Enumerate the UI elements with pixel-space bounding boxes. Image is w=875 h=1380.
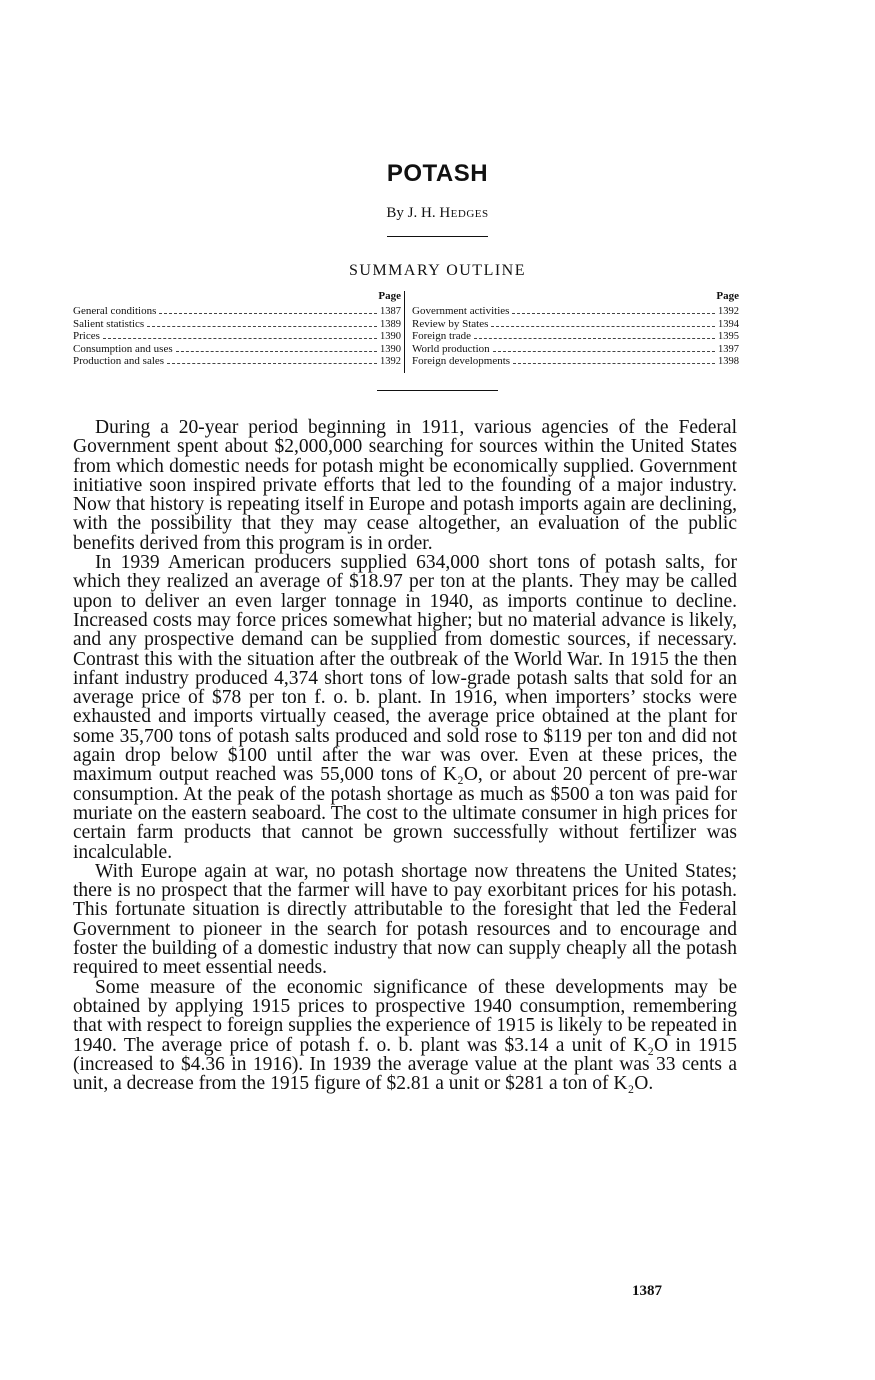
paragraph: During a 20-year period beginning in 1911, various agencies of the Federal Government spent about $2,000,000 searching for sources within the United States from which domestic needs for potash might be economically supplied. Government initiative soon inspired private efforts that led to the founding of a major industry. Now that history is repeating itself in Europe and potash imports again are declining, with the possibility that they may cease altogether, an evaluation of the public benefits derived from this program is in order. bbox=[73, 417, 737, 554]
outline-entry bbox=[73, 330, 401, 343]
outline-entry-label: World production bbox=[412, 342, 490, 355]
summary-outline-heading: SUMMARY OUTLINE bbox=[348, 262, 527, 279]
leader-dots bbox=[167, 355, 377, 364]
leader-dots bbox=[491, 318, 715, 327]
outline-entry-page: 1392 bbox=[380, 356, 401, 368]
page-title: POTASH bbox=[386, 160, 489, 187]
paragraph: With Europe again at war, no potash shortage now threatens the United States; there is no prospect that the farmer will have to pay exorbitant prices for his potash. This fortunate situation is directly attributable to the foresight that led the Federal Government to pioneer in the search for potash resources and to encourage and foster the building of a domestic industry that now can supply cheaply all the potash required to meet essential needs. bbox=[73, 860, 737, 979]
leader-dots bbox=[103, 330, 377, 339]
byline-divider bbox=[387, 236, 488, 237]
outline-entry-page: 1397 bbox=[718, 343, 739, 355]
outline-entry-label: Foreign trade bbox=[412, 330, 471, 343]
outline-entry-page: 1398 bbox=[718, 356, 739, 368]
page-column-label: Page bbox=[716, 290, 739, 302]
paragraph: In 1939 American producers supplied 634,000 short tons of potash salts, for which they realized an average of $18.97 per ton at the plants. They may be called upon to deliver an even larger tonnage in 1940, as imports continue to decline. Increased costs may force prices somewhat higher; but no material advance is likely, and any prospective demand can be supplied from domestic sources, if necessary. Contrast this with the situation after the outbreak of the World War. In 1915 the then infant industry produced 4,374 short tons of low-grade potash salts that sold for an average price of $78 per ton f. o. b. plant. In 1916, when importers’ stocks were exhausted and imports virtually ceased, the average price obtained at the plant for some 35,700 tons of potash salts produced and sold rose to $119 per ton and did not again drop below $100 until after the war was over. Even at these prices, the maximum output reached was 55,000 tons of K₂O, or about 20 percent of pre-war consumption. At the peak of the potash shortage as much as $500 a ton was paid for muriate on the eastern seaboard. The cost to the ultimate consumer in high prices for certain farm products that cannot be grown successfully without fertilizer was incalculable. bbox=[73, 552, 737, 863]
leader-dots bbox=[513, 355, 715, 364]
outline-entry-label: General conditions bbox=[73, 305, 157, 317]
outline-entry bbox=[412, 318, 739, 331]
leader-dots bbox=[512, 305, 715, 314]
byline-prefix: By J. H. bbox=[386, 205, 440, 221]
outline-entry bbox=[412, 355, 739, 368]
outline-entry bbox=[73, 305, 401, 318]
leader-dots bbox=[493, 343, 715, 352]
outline-entry bbox=[412, 330, 739, 343]
leader-dots bbox=[474, 330, 715, 339]
outline-entry-page: 1390 bbox=[380, 331, 401, 343]
outline-entry-label: Consumption and uses bbox=[73, 342, 173, 355]
leader-dots bbox=[159, 305, 377, 314]
author-byline bbox=[0, 205, 875, 222]
outline-entry bbox=[412, 305, 739, 318]
outline-column-divider bbox=[404, 291, 405, 373]
author-name: Hedges bbox=[439, 205, 489, 221]
leader-dots bbox=[147, 318, 377, 327]
outline-entry bbox=[73, 318, 401, 331]
outline-entry-label: Review by States bbox=[412, 317, 489, 330]
outline-left-column bbox=[73, 291, 401, 368]
outline-entry-label: Foreign developments bbox=[412, 355, 511, 368]
page-number: 1387 bbox=[632, 1283, 662, 1299]
outline-entry-label: Government activities bbox=[412, 305, 510, 317]
outline-entry bbox=[73, 343, 401, 356]
outline-entry-label: Prices bbox=[73, 330, 100, 343]
outline-entry-page: 1394 bbox=[718, 318, 739, 330]
page-column-label: Page bbox=[378, 290, 401, 302]
outline-entry-page: 1392 bbox=[718, 306, 739, 317]
outline-divider bbox=[377, 390, 498, 391]
outline-entry-label: Production and sales bbox=[73, 355, 165, 368]
outline-entry-page: 1395 bbox=[718, 331, 739, 343]
body-text bbox=[73, 418, 737, 1093]
outline-right-column bbox=[412, 291, 739, 368]
outline-entry-page: 1390 bbox=[380, 343, 401, 355]
outline-entry bbox=[412, 343, 739, 356]
outline-entry bbox=[73, 355, 401, 368]
summary-outline bbox=[73, 291, 739, 373]
paragraph: Some measure of the economic significance of these developments may be obtained by applying 1915 prices to prospective 1940 consumption, remembering that with respect to foreign supplies the experience of 1915 is likely to be repeated in 1940. The average price of potash f. o. b. plant was $3.14 a unit of K₂O in 1915 (increased to $4.36 in 1916). In 1939 the average value at the plant was 33 cents a unit, a decrease from the 1915 figure of $2.81 a unit or $281 a ton of K₂O. bbox=[73, 976, 737, 1095]
outline-entry-label: Salient statistics bbox=[73, 317, 145, 330]
leader-dots bbox=[176, 343, 377, 352]
outline-entry-page: 1389 bbox=[380, 318, 401, 330]
outline-entry-page: 1387 bbox=[380, 306, 401, 317]
